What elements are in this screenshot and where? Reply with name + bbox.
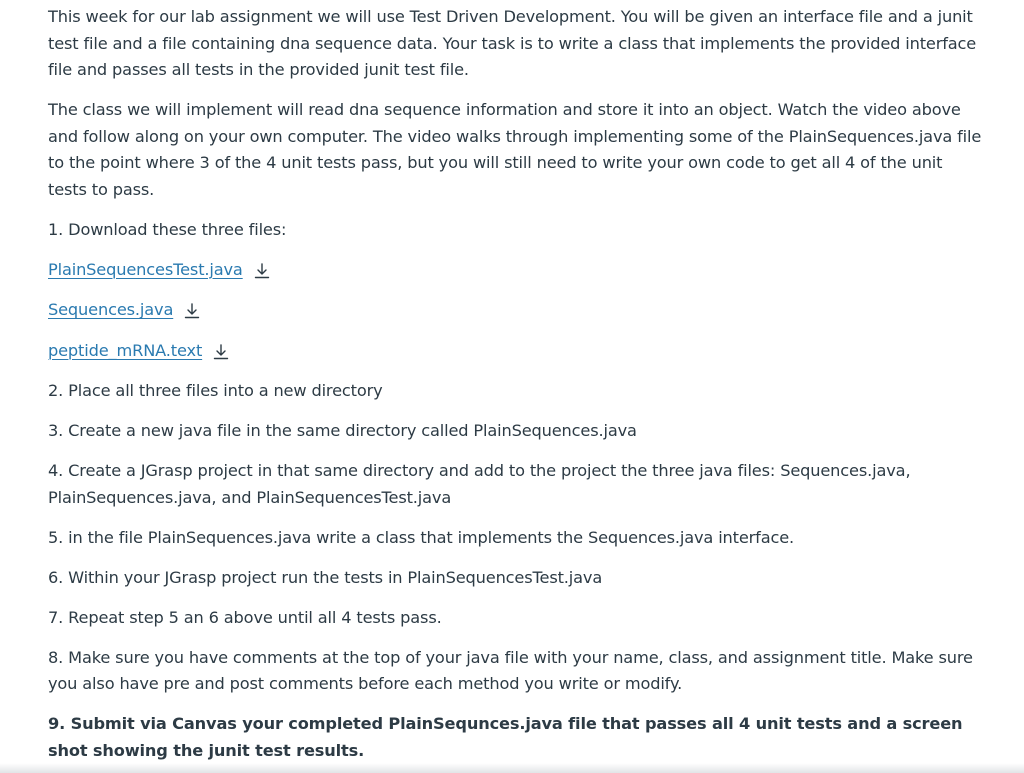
download-icon[interactable] [183,302,201,320]
intro-paragraph-2: The class we will implement will read dna sequence information and store it into an object. Watch the video above and follow along on your own computer. The video walks through implementing some of the PlainSequences.java file to the point where 3 of the 4 unit tests pass, but you will still need to write your own code to get all 4 of the unit tests to pass. [48,100,982,199]
step-5: 5. in the file PlainSequences.java write a class that implements the Sequences.java interface. [48,527,795,547]
bottom-scroll-shadow [0,763,1024,773]
assignment-content [48,4,983,773]
file-link-row [48,338,983,365]
step-9: 9. Submit via Canvas your completed PlainSequnces.java file that passes all 4 unit tests and a screen shot showing the junit test results. [48,714,963,760]
step-3: 3. Create a new java file in the same directory called PlainSequences.java [48,421,637,440]
file-link-sequences[interactable]: Sequences.java [48,300,174,319]
step-4: 4. Create a JGrasp project in that same directory and add to the project the three java files: Sequences.java, PlainSequences.java, and PlainSequencesTest.java [48,461,911,507]
file-link-row [48,297,983,324]
file-link-row [48,257,983,284]
step-8: 8. Make sure you have comments at the top of your java file with your name, class, and assignment title. Make sure you also have pre and post comments before each method you write or modify. [48,647,973,693]
file-link-plainsequencestest[interactable]: PlainSequencesTest.java [48,259,243,279]
file-link-peptide-mrna[interactable]: peptide_mRNA.text [48,340,203,360]
step-2: 2. Place all three files into a new directory [48,381,383,400]
step-7: 7. Repeat step 5 an 6 above until all 4 tests pass. [48,607,442,627]
download-icon[interactable] [253,262,271,280]
download-icon[interactable] [212,343,230,361]
step-6: 6. Within your JGrasp project run the tests in PlainSequencesTest.java [48,567,603,587]
step-1: 1. Download these three files: [48,219,287,239]
intro-paragraph-1: This week for our lab assignment we will use Test Driven Development. You will be given an interface file and a junit test file and a file containing dna sequence data. Your task is to write a class that implements the provided interface file and passes all tests in the provided junit test file. [48,7,977,79]
